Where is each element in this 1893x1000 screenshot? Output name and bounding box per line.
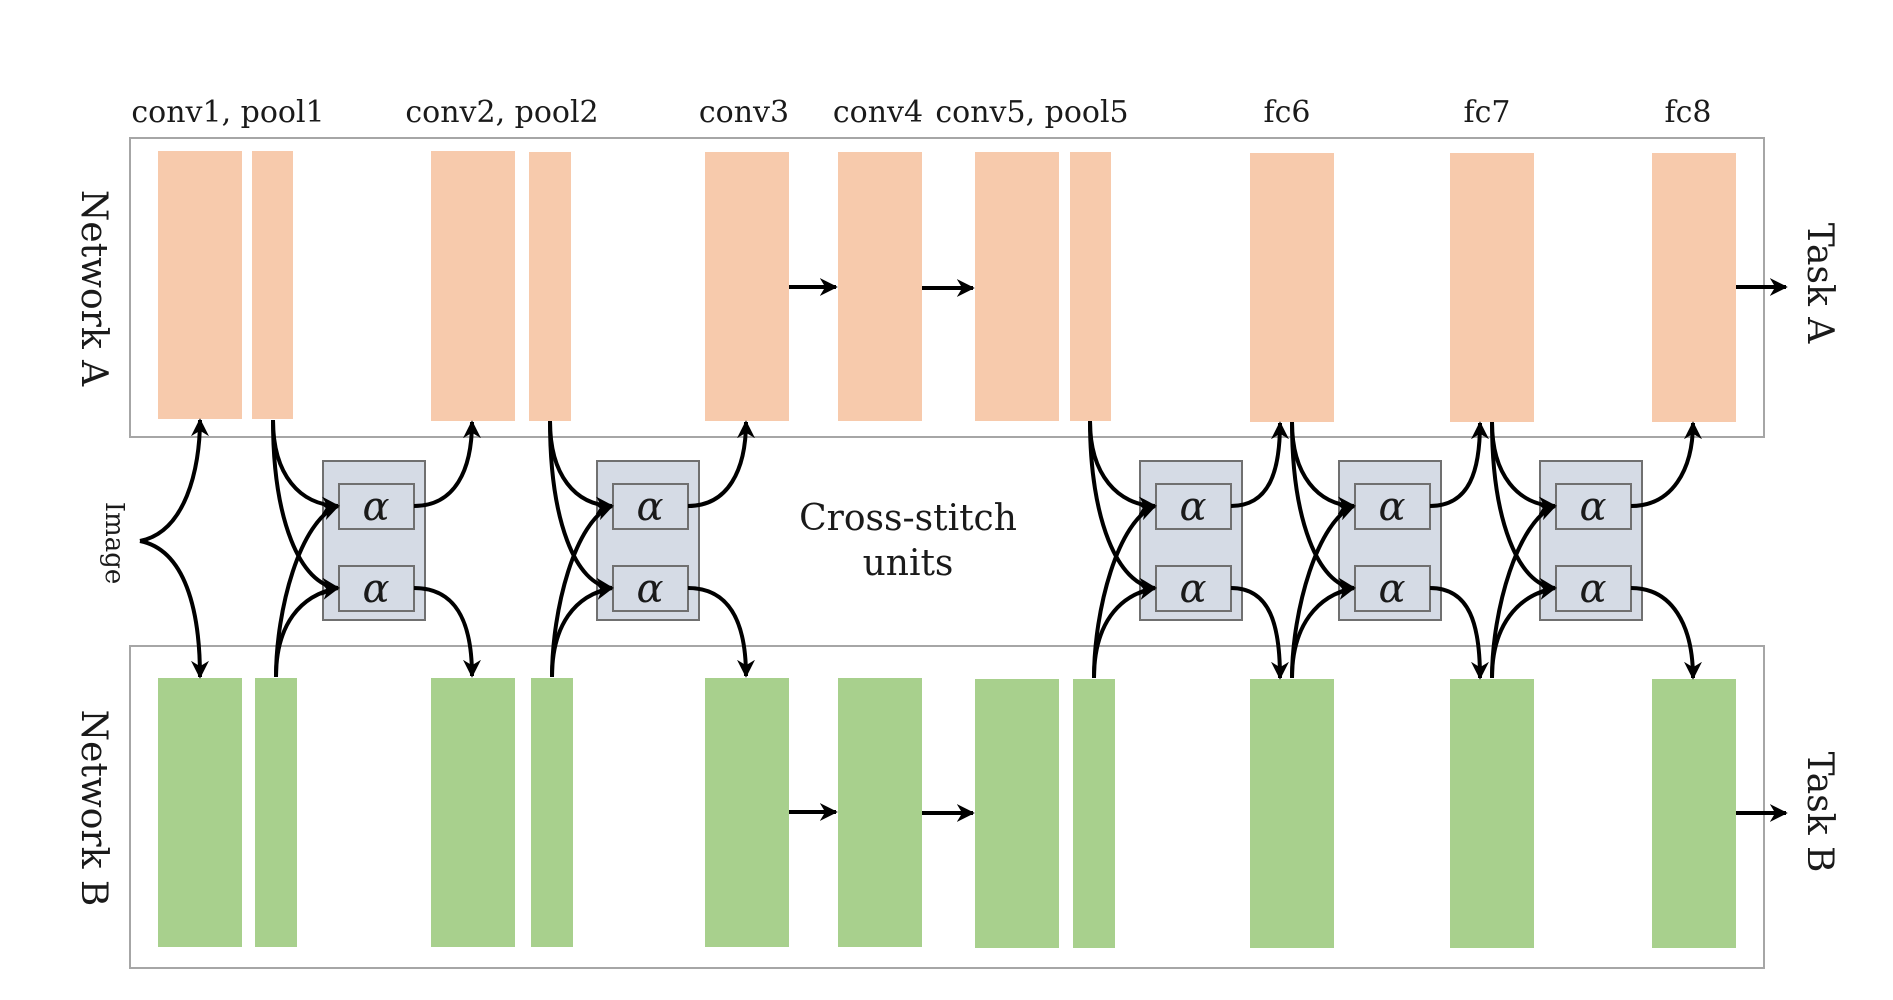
network-a-conv5 — [975, 152, 1059, 421]
task-b-label: Task B — [1799, 751, 1840, 873]
alpha-symbol: α — [1579, 484, 1607, 530]
network-a-pool2 — [529, 152, 571, 421]
cross-stitch-unit-2 — [597, 461, 699, 620]
alpha-symbol: α — [362, 566, 390, 612]
network-a-fc8 — [1652, 153, 1736, 422]
alpha-symbol: α — [1378, 566, 1406, 612]
network-b-pool2 — [531, 678, 573, 947]
network-a-pool1 — [252, 151, 293, 419]
cross-stitch-unit-1 — [323, 461, 425, 620]
image-input-label: Image — [99, 501, 129, 585]
layer-label-conv2-pool2: conv2, pool2 — [405, 95, 599, 130]
alpha-symbol: α — [1378, 484, 1406, 530]
alpha-symbol: α — [1579, 566, 1607, 612]
network-a-conv1 — [158, 151, 242, 419]
layer-label-conv3: conv3 — [698, 95, 790, 130]
network-a-fc7 — [1450, 153, 1534, 422]
alpha-symbol: α — [1179, 484, 1207, 530]
network-b-conv3 — [705, 678, 789, 947]
alpha-symbol: α — [636, 484, 664, 530]
arrow-image-to-network-a — [140, 420, 200, 541]
layer-label-conv1-pool1: conv1, pool1 — [131, 95, 325, 130]
network-b-label: Network B — [73, 709, 114, 907]
layer-label-fc8: fc8 — [1664, 95, 1712, 130]
network-b-fc7 — [1450, 679, 1534, 948]
network-b-fc6 — [1250, 679, 1334, 948]
network-b-pool1 — [255, 678, 297, 947]
alpha-symbol: α — [362, 484, 390, 530]
layer-label-fc7: fc7 — [1463, 95, 1511, 130]
cross-stitch-unit-3 — [1140, 461, 1242, 620]
network-a-conv2 — [431, 151, 515, 421]
network-a-fc6 — [1250, 153, 1334, 422]
network-a-conv3 — [705, 152, 789, 421]
network-b-conv4 — [838, 678, 922, 947]
layer-labels — [131, 95, 1711, 130]
network-b-pool5 — [1073, 679, 1115, 948]
network-b-fc8 — [1652, 679, 1736, 948]
alpha-symbol: α — [636, 566, 664, 612]
network-a-conv4 — [838, 152, 922, 421]
cross-stitch-unit-5 — [1540, 461, 1642, 620]
task-a-label: Task A — [1799, 222, 1840, 344]
layer-label-conv5-pool5: conv5, pool5 — [935, 95, 1129, 130]
network-a-pool5 — [1070, 152, 1111, 421]
network-b-conv1 — [158, 678, 242, 947]
network-b-conv5 — [975, 679, 1059, 948]
alpha-symbol: α — [1179, 566, 1207, 612]
network-b-conv2 — [431, 678, 515, 947]
cross-stitch-caption-line2: units — [862, 543, 954, 584]
cross-stitch-unit-4 — [1339, 461, 1441, 620]
network-a-label: Network A — [73, 189, 114, 387]
layer-label-fc6: fc6 — [1263, 95, 1311, 130]
arrow-image-to-network-b — [140, 541, 200, 677]
cross-stitch-caption-line1: Cross-stitch — [799, 498, 1017, 539]
layer-label-conv4: conv4 — [832, 95, 924, 130]
